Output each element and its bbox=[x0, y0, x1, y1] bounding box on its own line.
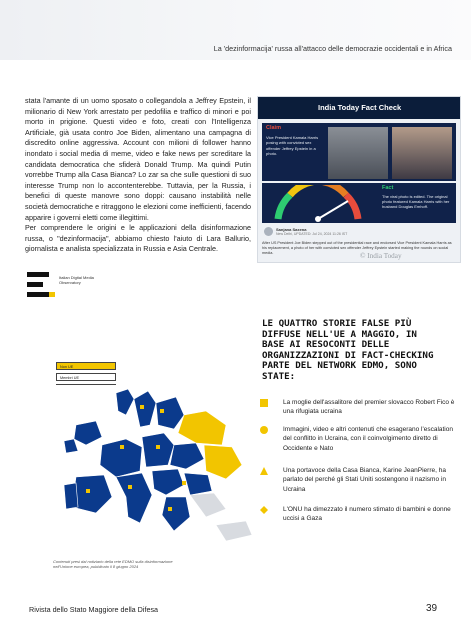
fact-check-verdict-panel bbox=[262, 183, 456, 223]
author-avatar bbox=[264, 227, 273, 236]
article-body bbox=[25, 96, 251, 255]
fact-check-image bbox=[257, 96, 461, 263]
idmo-logo-icon bbox=[27, 272, 57, 298]
article-paragraph-1: stata l'amante di un uomo sposato o collegandola a Jeffrey Epstein, il milionario di New York arrestato per pedofilia e traffico di minori e poi morto in prigione. Questi video e foto, creati con l'Intelligenza Artificiale, già usata contro Joe Biden, alimentano una campagna di discredito online aggressiva. Account con milioni di follower hanno inondato i social media di meme, video e fake news per screditare la candidata democratica che sfiderà Donald Trump. Ma quindi Putin vorrebbe Trump alla Casa Bianca? Lo zar sa che sulle questioni di suo interesse Trump non lo accontenterebbe. Tuttavia, per la Russia, i benefici di queste manovre sono doppi: causano instabilità nelle società democratiche e ritraggono le elezioni come inefficienti, facendo apparire i governi eletti come illegittimi. bbox=[25, 96, 251, 222]
legend-item: Non UE bbox=[56, 362, 116, 370]
europe-map bbox=[56, 385, 256, 555]
fact-check-summary: After US President Joe Biden stepped out of the presidential race and endorsed Vice President Kamala Harris as his replacement, a photo of her with convicted sex offender Jeffrey Epstein started making the rounds on social media. bbox=[262, 241, 452, 256]
story-text: Immagini, video e altri contenuti che esagerano l'escalation del conflitto in Ucraina, con il coinvolgimento diretto di Occidente e Nato bbox=[283, 426, 453, 452]
legend-item: Membri UE bbox=[56, 373, 116, 381]
page-number: 39 bbox=[426, 603, 438, 614]
claim-text: Vice President Kamala Harris posing with convicted sex offender Jeffrey Epstein in a photo. bbox=[266, 135, 319, 156]
image-credit: © India Today bbox=[360, 252, 402, 260]
triangle-marker-icon bbox=[260, 467, 268, 475]
truth-meter-icon bbox=[268, 185, 368, 223]
photo-harris bbox=[392, 127, 452, 179]
photo-epstein bbox=[328, 127, 388, 179]
running-header-title: La 'dezinformacija' russa all'attacco delle democrazie occidentali e in Africa bbox=[213, 44, 452, 53]
circle-marker-icon bbox=[260, 426, 268, 434]
article-paragraph-2: Per comprendere le origini e le applicazioni della disinformazione russa, o "dezinformacija", abbiamo chiesto l'aiuto di Lara Ballurio, giornalista e analista specializzata in Russia e Asia Centrale. bbox=[25, 223, 251, 254]
claim-tag: Claim bbox=[266, 125, 281, 131]
story-text: La moglie dell'assalitore del premier slovacco Robert Fico è una rifugiata ucraina bbox=[283, 399, 455, 416]
story-text: Una portavoce della Casa Bianca, Karine JeanPierre, ha parlato del perché gli Stati Uniti sostengono il nazismo in Ucraina bbox=[283, 467, 446, 493]
author-line bbox=[262, 227, 456, 237]
square-marker-icon bbox=[260, 399, 268, 407]
diamond-marker-icon bbox=[260, 506, 268, 514]
author-meta: New Delhi, UPDATED: Jul 24, 2024 11:26 IST bbox=[276, 232, 348, 236]
sidebar-title: LE QUATTRO STORIE FALSE PIÙ DIFFUSE NELL'UE A MAGGIO, IN BASE AI RESOCONTI DELLE ORGANIZZAZIONI DI FACT-CHECKING PARTE DEL NETWORK EDMO, SONO STATE: bbox=[262, 318, 434, 382]
fact-check-claim-panel bbox=[262, 123, 456, 181]
fact-check-title: India Today Fact Check bbox=[318, 103, 402, 112]
logo-text: Italian Digital Media Observatory bbox=[59, 275, 94, 285]
author-name: Sanjana Saxena bbox=[276, 227, 307, 232]
story-text: L'ONU ha dimezzato il numero stimato di bambini e donne uccisi a Gaza bbox=[283, 506, 451, 523]
fact-check-header bbox=[258, 97, 460, 119]
map-caption: Contenuti presi dal notiziario della rete EDMO sulla disinformazione nell'Unione europea, pubblicato il 8 giugno 2024 bbox=[53, 559, 173, 570]
footer-publication: Rivista dello Stato Maggiore della Difesa bbox=[29, 605, 159, 614]
fact-tag: Fact bbox=[382, 185, 394, 191]
fact-text: The viral photo is edited. The original photo featured Kamala Harris with her husband Douglas Emhoff. bbox=[382, 194, 450, 210]
